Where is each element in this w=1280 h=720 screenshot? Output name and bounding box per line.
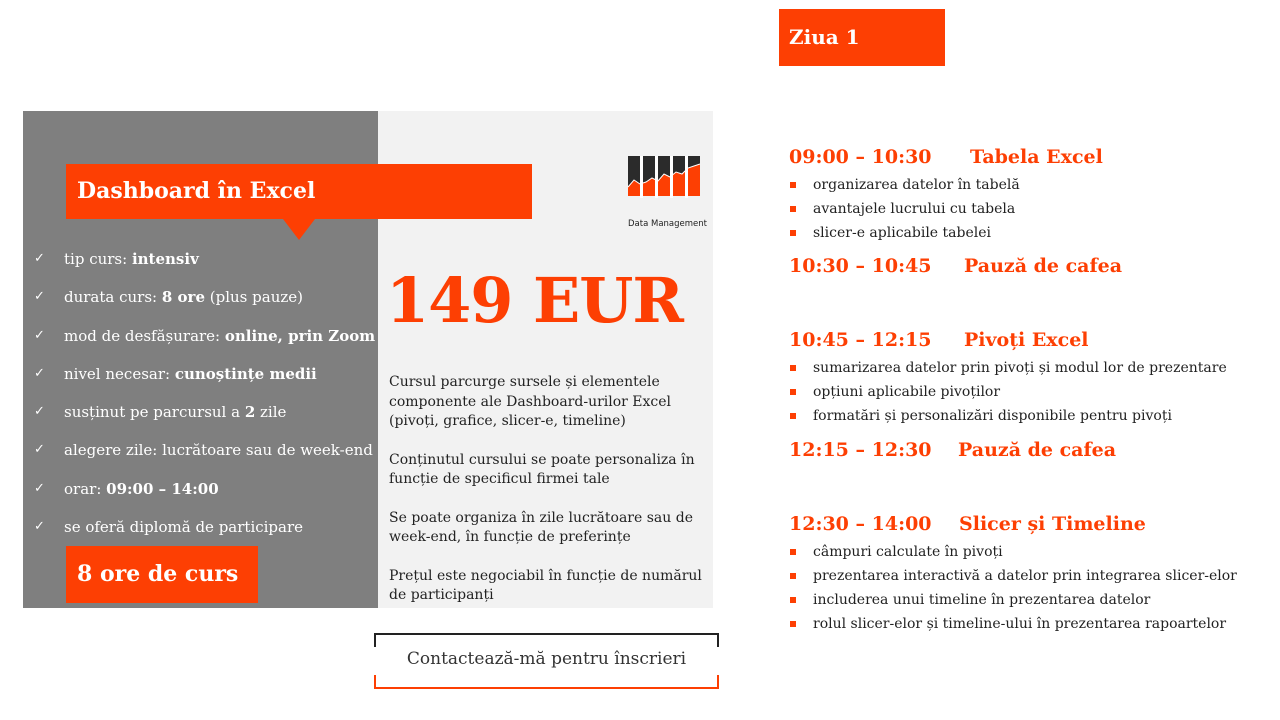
check-icon: ✓ bbox=[34, 251, 45, 266]
bullet-icon bbox=[790, 182, 796, 188]
contact-button-label: Contactează-mă pentru înscrieri bbox=[406, 649, 687, 669]
bullet-icon bbox=[790, 389, 796, 395]
list-item: opțiuni aplicabile pivoților bbox=[789, 380, 1227, 404]
list-item: avantajele lucrului cu tabela bbox=[789, 197, 1103, 221]
slot-title: Pauză de cafea bbox=[958, 439, 1117, 461]
logo-caption: Data Management bbox=[628, 219, 707, 229]
course-hours-badge: 8 ore de curs bbox=[66, 546, 258, 603]
bullet-icon bbox=[790, 621, 796, 627]
description-paragraph: Prețul este negociabil în funcție de numărul de participanți bbox=[389, 567, 702, 603]
schedule-slot bbox=[789, 146, 1103, 245]
feature-item: ✓ alegere zile: lucrătoare sau de week-end bbox=[34, 441, 373, 460]
schedule-slot bbox=[789, 255, 1122, 277]
bullet-icon bbox=[790, 597, 796, 603]
course-description bbox=[389, 373, 709, 625]
slot-time: 12:15 – 12:30 bbox=[789, 439, 932, 461]
bullet-icon bbox=[790, 365, 796, 371]
check-icon: ✓ bbox=[34, 404, 45, 420]
bullet-icon bbox=[790, 206, 796, 212]
check-icon: ✓ bbox=[34, 327, 45, 343]
schedule-slot bbox=[789, 329, 1227, 428]
list-item: includerea unui timeline în prezentarea datelor bbox=[789, 588, 1237, 612]
slot-time: 09:00 – 10:30 bbox=[789, 146, 932, 168]
feature-item: ✓ mod de desfășurare: online, prin Zoom bbox=[34, 326, 376, 345]
check-icon: ✓ bbox=[34, 480, 45, 496]
slot-time: 12:30 – 14:00 bbox=[789, 513, 932, 535]
day-label: Ziua 1 bbox=[779, 9, 945, 66]
check-icon: ✓ bbox=[34, 365, 45, 381]
list-item: rolul slicer-elor și timeline-ului în prezentarea rapoartelor bbox=[789, 612, 1237, 636]
slot-time: 10:45 – 12:15 bbox=[789, 329, 932, 351]
course-features-list bbox=[34, 250, 375, 556]
check-icon: ✓ bbox=[34, 289, 45, 305]
list-item: sumarizarea datelor prin pivoți și modul lor de prezentare bbox=[789, 356, 1227, 380]
slot-title: Tabela Excel bbox=[970, 146, 1103, 168]
schedule-slot bbox=[789, 513, 1237, 636]
bullet-icon bbox=[790, 230, 796, 236]
feature-item: ✓ se oferă diplomă de participare bbox=[34, 518, 304, 537]
bullet-icon bbox=[790, 573, 796, 579]
list-item: câmpuri calculate în pivoți bbox=[789, 540, 1237, 564]
schedule-slot bbox=[789, 439, 1116, 461]
feature-item: ✓ durata curs: 8 ore (plus pauze) bbox=[34, 288, 303, 307]
list-item: slicer-e aplicabile tabelei bbox=[789, 221, 1103, 245]
check-icon: ✓ bbox=[34, 442, 45, 458]
feature-item: ✓ tip curs: intensiv bbox=[34, 250, 199, 268]
bullet-icon bbox=[790, 549, 796, 555]
slot-title: Slicer și Timeline bbox=[959, 513, 1146, 535]
title-pointer bbox=[283, 219, 315, 240]
course-title: Dashboard în Excel bbox=[66, 164, 532, 219]
slot-time: 10:30 – 10:45 bbox=[789, 255, 932, 277]
slot-title: Pivoți Excel bbox=[964, 329, 1089, 351]
list-item: prezentarea interactivă a datelor prin integrarea slicer-elor bbox=[789, 564, 1237, 588]
description-paragraph: Conținutul cursului se poate personaliza în funcție de specificul firmei tale bbox=[389, 451, 695, 487]
feature-item: ✓ nivel necesar: cunoștințe medii bbox=[34, 364, 317, 383]
bullet-icon bbox=[790, 413, 796, 419]
description-paragraph: Cursul parcurge sursele și elementele componente ale Dashboard-urilor Excel (pivoți, grafice, slicer-e, timeline) bbox=[389, 374, 672, 429]
list-item: formatări și personalizări disponibile pentru pivoți bbox=[789, 404, 1227, 428]
feature-item: ✓ susținut pe parcursul a 2 zile bbox=[34, 403, 287, 422]
list-item: organizarea datelor în tabelă bbox=[789, 173, 1103, 197]
slot-title: Pauză de cafea bbox=[964, 255, 1123, 277]
feature-item: ✓ orar: 09:00 – 14:00 bbox=[34, 479, 219, 498]
price: 149 EUR bbox=[386, 264, 683, 337]
description-paragraph: Se poate organiza în zile lucrătoare sau de week-end, în funcție de preferințe bbox=[389, 509, 693, 545]
check-icon: ✓ bbox=[34, 519, 45, 535]
contact-button[interactable] bbox=[376, 633, 717, 689]
